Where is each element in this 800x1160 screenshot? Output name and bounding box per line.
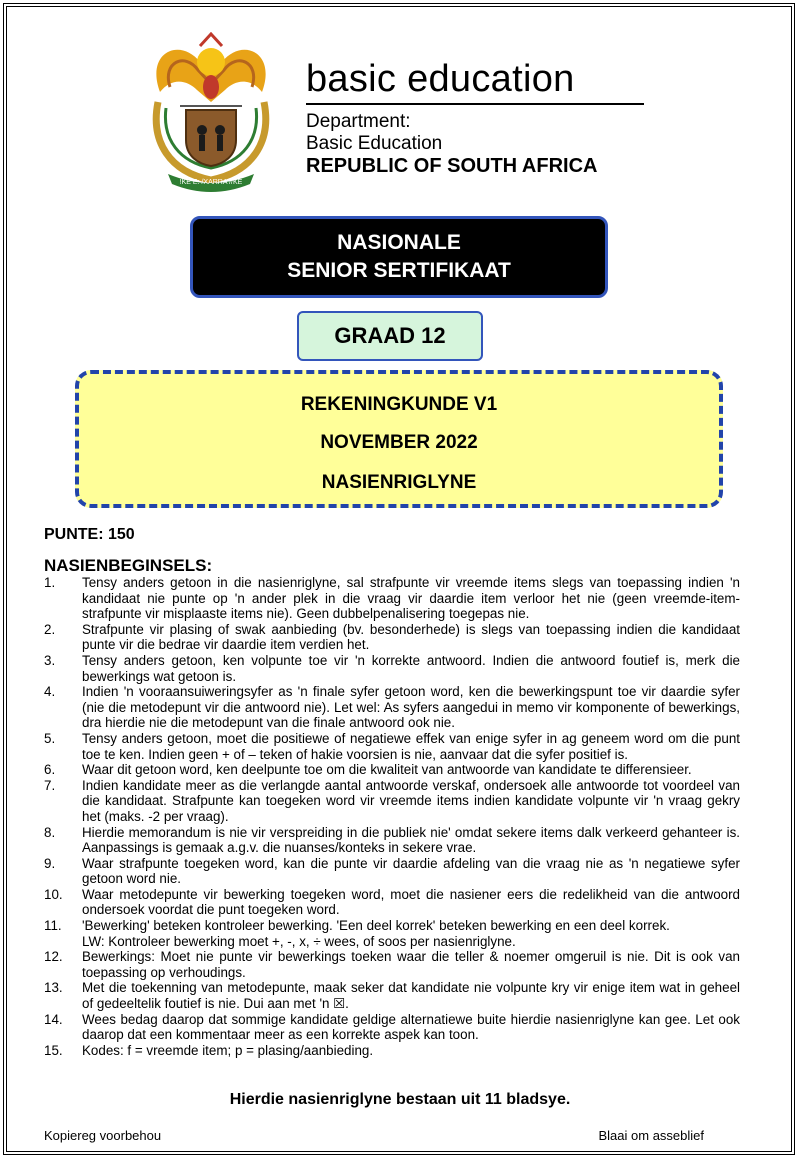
brand-main-title: basic education xyxy=(306,58,575,100)
list-item: 15. Kodes: f = vreemde item; p = plasing/aanbieding. xyxy=(44,1042,374,1058)
list-item: 3. Tensy anders getoon, ken volpunte toe vir 'n korrekte antwoord. Indien die antwoord foutief is, merk die bewerkings wat getoon is. xyxy=(44,652,740,684)
subject-title: REKENINGKUNDE V1 xyxy=(300,394,498,415)
list-item: 8. Hierdie memorandum is nie vir verspreiding in die publiek nie' omdat sekere items dalk verkeerd gehanteer is. Aanpassings is gemaak a.g.v. die nuanses/konteks in sekere vrae. xyxy=(44,824,740,856)
certificate-line2: SENIOR SERTIFIKAAT xyxy=(287,259,511,282)
list-item: 14. Wees bedag daarop dat sommige kandidate geldige alternatiewe buite hierdie nasienriglyne kan gee. Let ook daarop dat een kommentaar meer as een korrekte aspek kan toon. xyxy=(44,1011,740,1043)
copyright-notice: Kopiereg voorbehou xyxy=(44,1128,162,1143)
department-name: Basic Education xyxy=(306,133,443,154)
country-name: REPUBLIC OF SOUTH AFRICA xyxy=(306,155,598,177)
list-item: 7. Indien kandidate meer as die verlangde aantal antwoorde verskaf, ondersoek alle antwoorde tot voordeel van die kandidaat. Strafpunte kan toegeken word vir vreemde items indien kandidate volpunte vir 'n vraag gekry het (maks. -2 per vraag). xyxy=(44,777,740,824)
turn-over-note: Blaai om asseblief xyxy=(598,1128,704,1143)
list-item: 6. Waar dit getoon word, ken deelpunte toe om die kwaliteit van antwoorde van kandidate te differensieer. xyxy=(44,762,692,778)
coat-of-arms-motto: !KE E: /XARRA //KE xyxy=(179,179,243,186)
page-count-note: Hierdie nasienriglyne bestaan uit 11 bladsye. xyxy=(229,1091,571,1108)
total-points: PUNTE: 150 xyxy=(44,526,135,543)
grade-badge: GRAAD 12 xyxy=(297,311,483,361)
list-item: 9. Waar strafpunte toegeken word, kan die punte vir daardie afdeling van die vraag nie as 'n negatiewe syfer getoon word nie. xyxy=(44,855,740,887)
list-item: 12. Bewerkings: Moet nie punte vir bewerkings toeken waar die teller & noemer omgeruil is nie. Dit is ook van toepassing op verhoudings. xyxy=(44,949,740,980)
list-item: 5. Tensy anders getoon, moet die positiewe of negatiewe effek van enige syfer in ag geneem word om die punt toe te ken. Indien geen + of – teken of hakie voorsien is nie, aanvaar dat die syfer positief is. xyxy=(44,730,740,762)
brand-divider xyxy=(306,103,644,105)
list-item: 2. Strafpunte vir plasing of swak aanbieding (bv. besonderhede) is slegs van toepassing indien die kandidaat punte vir die bedrae vir daardie item verdien het. xyxy=(44,621,740,653)
coat-of-arms-logo xyxy=(140,32,282,192)
department-brand xyxy=(306,58,644,177)
principles-heading: NASIENBEGINSELS: xyxy=(44,556,213,575)
exam-date: NOVEMBER 2022 xyxy=(320,432,478,453)
marking-principles-list xyxy=(44,575,740,1058)
list-item: 13. Met die toekenning van metodepunte, maak seker dat kandidate nie volpunte kry vir enige item wat in geheel of gedeeltelik foutief is nie. Dui aan met 'n ☒. xyxy=(44,980,740,1012)
certificate-banner xyxy=(190,216,608,298)
list-item: 4. Indien 'n vooraansuiweringsyfer as 'n finale syfer getoon word, ken die bewerkingspunt toe vir daardie syfer (nie die metodepunt vir die antwoord nie). Let wel: As syfers aangedui in memo vir komponente of bewerkings, dra hierdie nie die metodepunt van die finale antwoord ook nie. xyxy=(44,684,740,731)
subject-panel xyxy=(75,370,723,508)
list-item: 11. 'Bewerking' beteken kontroleer bewerking. 'Een deel korrek' beteken bewerking en een deel korrek. LW: Kontroleer bewerking moet +, -, x, ÷ wees, of soos per nasienriglyne. xyxy=(44,918,670,949)
list-item: 1. Tensy anders getoon in die nasienriglyne, sal strafpunte vir vreemde items slegs van toepassing indien 'n kandidaat nie punte op 'n ander plek in die vraag vir daardie item verloor het nie (geen vreemde-item-strafpunte vir misplaaste items nie). Geen dubbelpenalisering toegepas nie. xyxy=(44,575,740,622)
list-item: 10. Waar metodepunte vir bewerking toegeken word, moet die nasiener eers die redelikheid van die antwoord ondersoek voordat die punt toegeken word. xyxy=(44,886,740,918)
department-label: Department: xyxy=(306,111,411,132)
document-type: NASIENRIGLYNE xyxy=(321,472,477,493)
certificate-line1: NASIONALE xyxy=(337,231,461,254)
